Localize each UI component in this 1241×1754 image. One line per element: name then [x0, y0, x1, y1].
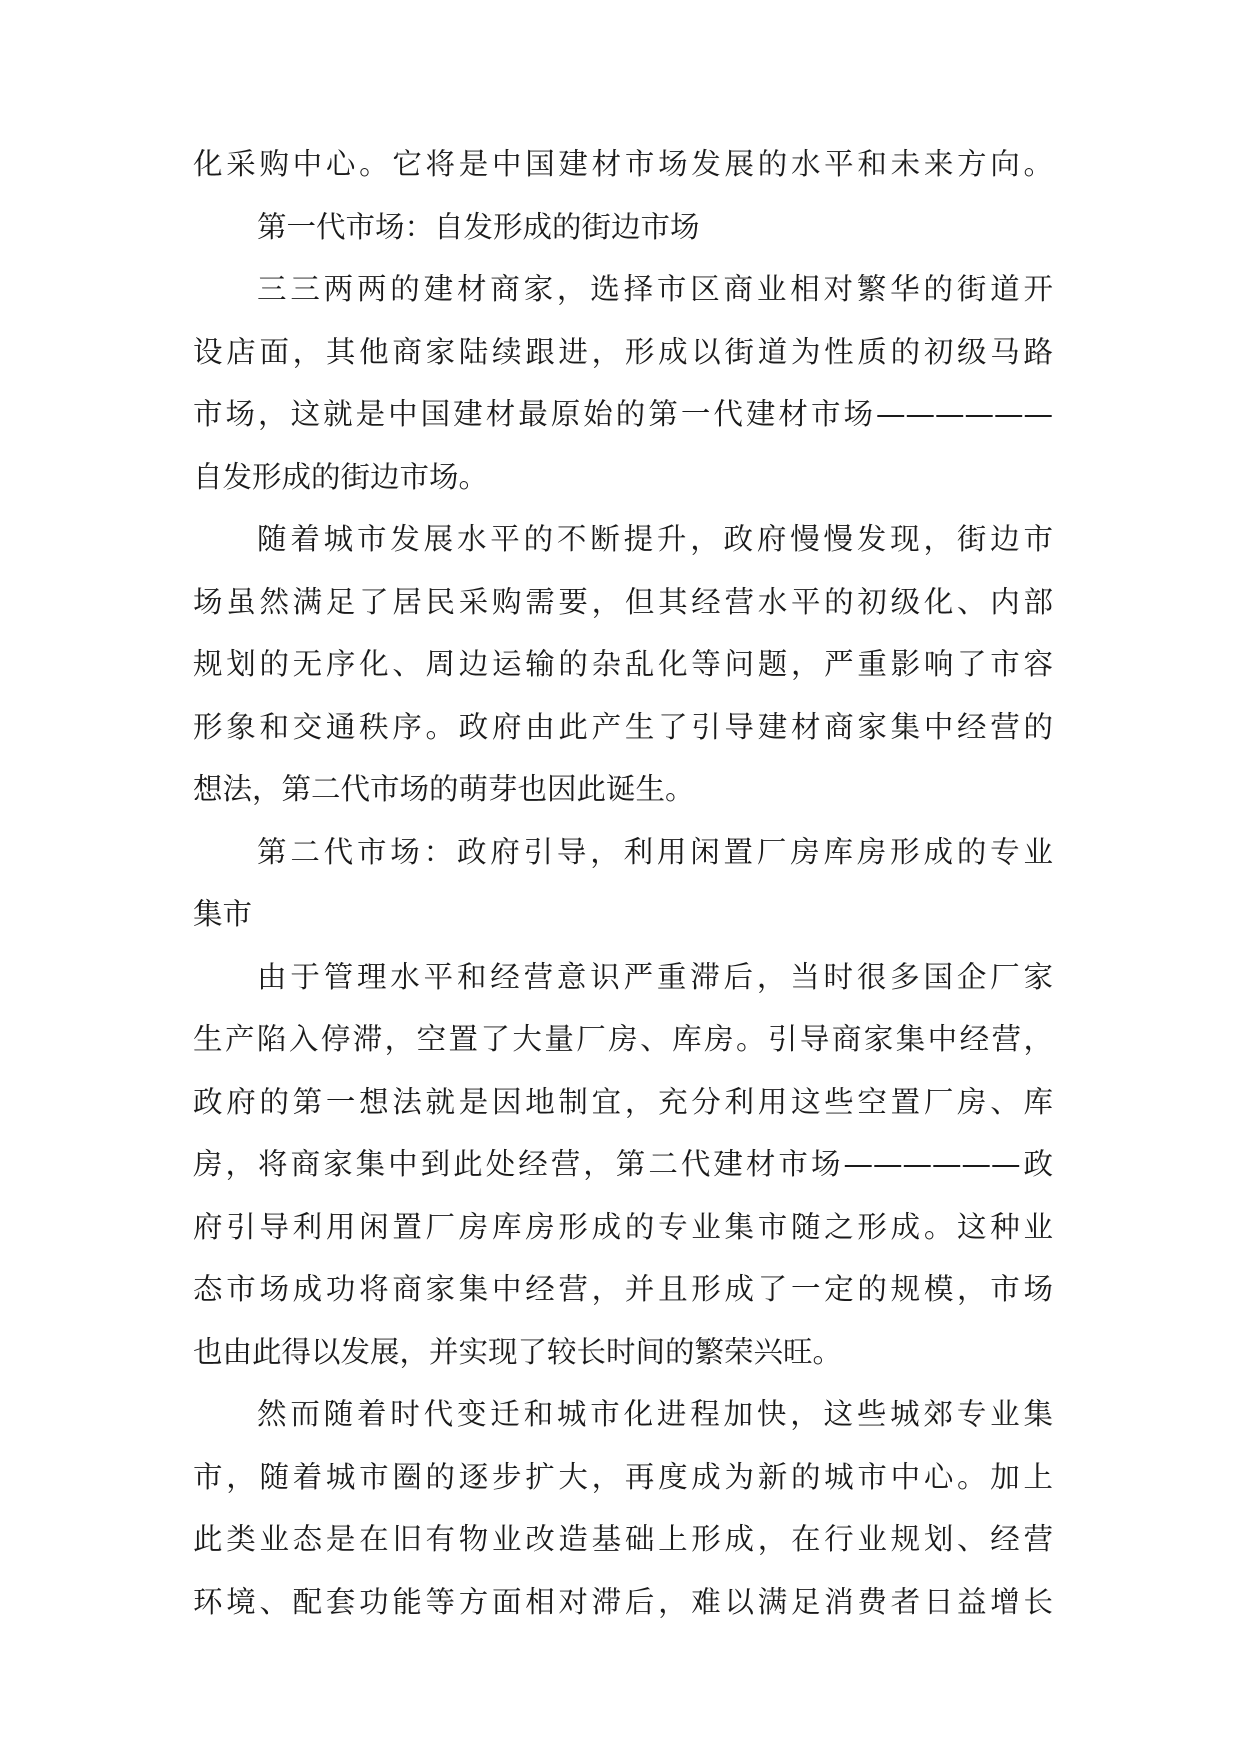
text-line: 自发形成的街边市场。	[193, 460, 489, 494]
text-line: 政府的第一想法就是因地制宜，充分利用这些空置厂房、库	[193, 1085, 1053, 1119]
text-line: 想法，第二代市场的萌芽也因此诞生。	[193, 772, 695, 806]
text-line: 房，将商家集中到此处经营，第二代建材市场——————政	[193, 1147, 1053, 1181]
text-line: 设店面，其他商家陆续跟进，形成以街道为性质的初级马路	[193, 335, 1053, 369]
text-line: 也由此得以发展，并实现了较长时间的繁荣兴旺。	[193, 1335, 843, 1369]
text-line: 化采购中心。它将是中国建材市场发展的水平和未来方向。	[193, 147, 1053, 181]
text-line: 三三两两的建材商家，选择市区商业相对繁华的街道开	[257, 272, 1053, 306]
text-line: 环境、配套功能等方面相对滞后，难以满足消费者日益增长	[193, 1585, 1053, 1619]
text-line: 随着城市发展水平的不断提升，政府慢慢发现，街边市	[257, 522, 1053, 556]
text-line: 此类业态是在旧有物业改造基础上形成，在行业规划、经营	[193, 1522, 1053, 1556]
text-line: 市场，这就是中国建材最原始的第一代建材市场——————	[193, 397, 1053, 431]
text-line: 规划的无序化、周边运输的杂乱化等问题，严重影响了市容	[193, 647, 1053, 681]
text-line: 府引导利用闲置厂房库房形成的专业集市随之形成。这种业	[193, 1210, 1053, 1244]
text-line: 态市场成功将商家集中经营，并且形成了一定的规模，市场	[193, 1272, 1053, 1306]
section-heading: 集市	[193, 897, 253, 931]
text-line: 场虽然满足了居民采购需要，但其经营水平的初级化、内部	[193, 585, 1053, 619]
text-line: 市，随着城市圈的逐步扩大，再度成为新的城市中心。加上	[193, 1460, 1053, 1494]
section-heading: 第一代市场：自发形成的街边市场	[257, 210, 700, 244]
text-line: 然而随着时代变迁和城市化进程加快，这些城郊专业集	[257, 1397, 1053, 1431]
section-heading: 第二代市场：政府引导，利用闲置厂房库房形成的专业	[257, 835, 1053, 869]
text-line: 由于管理水平和经营意识严重滞后，当时很多国企厂家	[257, 960, 1053, 994]
text-line: 形象和交通秩序。政府由此产生了引导建材商家集中经营的	[193, 710, 1053, 744]
text-line: 生产陷入停滞，空置了大量厂房、库房。引导商家集中经营，	[193, 1022, 1053, 1056]
